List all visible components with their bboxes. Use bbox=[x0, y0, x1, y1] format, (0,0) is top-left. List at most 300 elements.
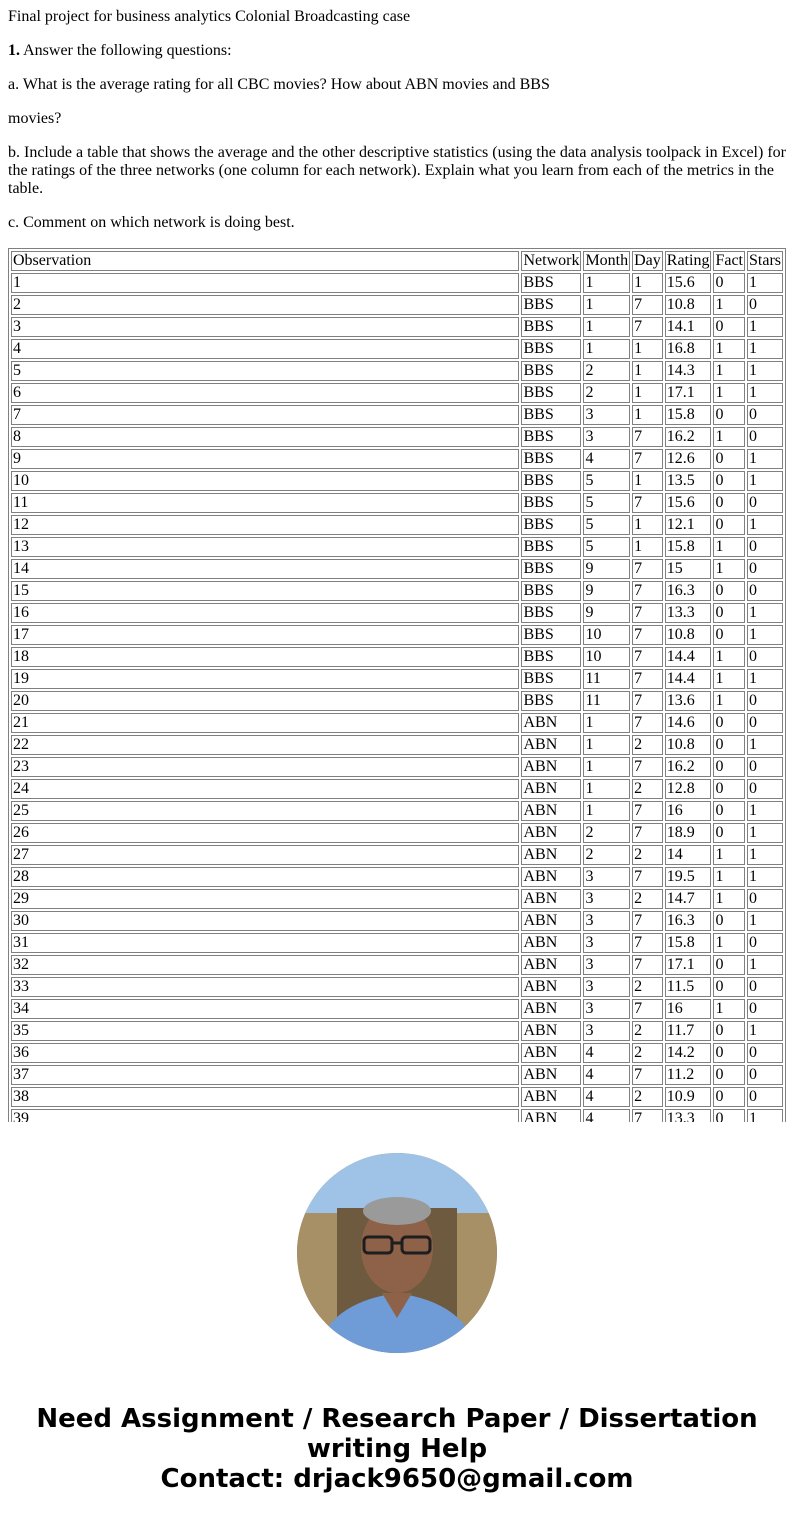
cell-day: 7 bbox=[632, 493, 663, 513]
cell-month: 3 bbox=[583, 405, 630, 425]
header-network: Network bbox=[523, 252, 580, 269]
cell-network: BBS bbox=[521, 559, 581, 579]
cell-network: BBS bbox=[521, 339, 581, 359]
cell-stars: 0 bbox=[747, 559, 783, 579]
cell-month: 10 bbox=[583, 625, 630, 645]
cell-day: 2 bbox=[632, 889, 663, 909]
table-row bbox=[11, 801, 783, 821]
cell-observation: 18 bbox=[11, 647, 519, 667]
cell-fact: 0 bbox=[713, 515, 745, 535]
cell-stars: 0 bbox=[747, 713, 783, 733]
table-row bbox=[11, 933, 783, 953]
cell-month: 3 bbox=[583, 955, 630, 975]
table-row bbox=[11, 867, 783, 887]
cell-rating: 16.2 bbox=[665, 757, 712, 777]
cell-month: 4 bbox=[583, 1065, 630, 1085]
cell-fact: 1 bbox=[713, 669, 745, 689]
cell-network: ABN bbox=[521, 955, 581, 975]
cell-network: BBS bbox=[521, 295, 581, 315]
cell-stars: 0 bbox=[747, 999, 783, 1019]
cell-observation: 27 bbox=[11, 845, 519, 865]
cell-month: 1 bbox=[583, 779, 630, 799]
cell-fact: 0 bbox=[713, 1087, 745, 1107]
cell-month: 2 bbox=[583, 823, 630, 843]
cell-network: BBS bbox=[521, 581, 581, 601]
table-row bbox=[11, 691, 783, 711]
cell-rating: 16.3 bbox=[665, 911, 712, 931]
cell-network: ABN bbox=[521, 823, 581, 843]
cell-fact: 0 bbox=[713, 1065, 745, 1085]
cell-observation: 5 bbox=[11, 361, 519, 381]
table-row bbox=[11, 471, 783, 491]
cell-network: ABN bbox=[521, 713, 581, 733]
cell-stars: 0 bbox=[747, 295, 783, 315]
table-row bbox=[11, 823, 783, 843]
cell-month: 1 bbox=[583, 757, 630, 777]
cell-rating: 10.8 bbox=[665, 625, 712, 645]
cell-stars: 0 bbox=[747, 647, 783, 667]
cell-month: 3 bbox=[583, 977, 630, 997]
cell-observation: 36 bbox=[11, 1043, 519, 1063]
cell-day: 7 bbox=[632, 801, 663, 821]
cell-network: ABN bbox=[521, 933, 581, 953]
cell-fact: 1 bbox=[713, 999, 745, 1019]
cell-rating: 15.6 bbox=[665, 273, 712, 293]
cell-stars: 0 bbox=[747, 779, 783, 799]
cell-observation: 25 bbox=[11, 801, 519, 821]
cell-fact: 0 bbox=[713, 823, 745, 843]
header-observation: Observation bbox=[11, 251, 519, 271]
cell-fact: 0 bbox=[713, 757, 745, 777]
table-row bbox=[11, 1087, 783, 1107]
cell-network: BBS bbox=[521, 449, 581, 469]
cell-day: 2 bbox=[632, 1021, 663, 1041]
table-row bbox=[11, 1043, 783, 1063]
table-row bbox=[11, 449, 783, 469]
cell-rating: 17.1 bbox=[665, 383, 712, 403]
cell-month: 1 bbox=[583, 713, 630, 733]
cell-stars: 0 bbox=[747, 757, 783, 777]
cell-rating: 11.5 bbox=[665, 977, 712, 997]
cell-observation: 39 bbox=[11, 1109, 519, 1122]
cell-day: 7 bbox=[632, 955, 663, 975]
cell-stars: 1 bbox=[747, 1109, 783, 1122]
table-row bbox=[11, 625, 783, 645]
cell-month: 1 bbox=[583, 801, 630, 821]
cell-observation: 3 bbox=[11, 317, 519, 337]
cell-fact: 0 bbox=[713, 1021, 745, 1041]
cell-fact: 0 bbox=[713, 779, 745, 799]
cell-month: 9 bbox=[583, 581, 630, 601]
table-header-row bbox=[11, 251, 783, 271]
cell-stars: 1 bbox=[747, 515, 783, 535]
table-row bbox=[11, 339, 783, 359]
cell-rating: 16.2 bbox=[665, 427, 712, 447]
cell-rating: 13.3 bbox=[665, 603, 712, 623]
cell-rating: 15.8 bbox=[665, 537, 712, 557]
table-row bbox=[11, 581, 783, 601]
cell-day: 7 bbox=[632, 713, 663, 733]
cell-observation: 8 bbox=[11, 427, 519, 447]
cell-stars: 0 bbox=[747, 1087, 783, 1107]
cell-rating: 14.3 bbox=[665, 361, 712, 381]
cell-rating: 14.1 bbox=[665, 317, 712, 337]
header-month: Month bbox=[585, 252, 629, 269]
cell-month: 1 bbox=[583, 735, 630, 755]
table-row bbox=[11, 669, 783, 689]
cell-observation: 34 bbox=[11, 999, 519, 1019]
cell-network: BBS bbox=[521, 691, 581, 711]
cell-network: BBS bbox=[521, 317, 581, 337]
cell-day: 7 bbox=[632, 867, 663, 887]
cell-fact: 0 bbox=[713, 471, 745, 491]
cell-fact: 1 bbox=[713, 691, 745, 711]
promo-contact[interactable]: Contact: drjack9650@gmail.com bbox=[160, 1464, 634, 1494]
cell-stars: 0 bbox=[747, 889, 783, 909]
cell-stars: 1 bbox=[747, 471, 783, 491]
cell-observation: 4 bbox=[11, 339, 519, 359]
cell-network: BBS bbox=[521, 405, 581, 425]
cell-observation: 24 bbox=[11, 779, 519, 799]
table-row bbox=[11, 911, 783, 931]
cell-network: ABN bbox=[521, 735, 581, 755]
cell-month: 10 bbox=[583, 647, 630, 667]
cell-stars: 1 bbox=[747, 669, 783, 689]
data-table bbox=[8, 248, 786, 1122]
cell-stars: 1 bbox=[747, 449, 783, 469]
cell-observation: 12 bbox=[11, 515, 519, 535]
cell-observation: 38 bbox=[11, 1087, 519, 1107]
cell-observation: 9 bbox=[11, 449, 519, 469]
table-row bbox=[11, 405, 783, 425]
cell-stars: 1 bbox=[747, 361, 783, 381]
cell-day: 7 bbox=[632, 1109, 663, 1122]
cell-stars: 0 bbox=[747, 427, 783, 447]
cell-month: 1 bbox=[583, 317, 630, 337]
cell-fact: 0 bbox=[713, 1109, 745, 1122]
cell-rating: 16 bbox=[665, 801, 712, 821]
cell-stars: 1 bbox=[747, 867, 783, 887]
cell-day: 1 bbox=[632, 383, 663, 403]
cell-rating: 19.5 bbox=[665, 867, 712, 887]
cell-network: ABN bbox=[521, 1043, 581, 1063]
cell-observation: 14 bbox=[11, 559, 519, 579]
table-row bbox=[11, 1109, 783, 1122]
cell-observation: 2 bbox=[11, 295, 519, 315]
table-row bbox=[11, 1065, 783, 1085]
cell-network: ABN bbox=[521, 801, 581, 821]
cell-fact: 1 bbox=[713, 537, 745, 557]
cell-fact: 1 bbox=[713, 647, 745, 667]
cell-month: 11 bbox=[583, 669, 630, 689]
cell-fact: 0 bbox=[713, 317, 745, 337]
cell-month: 1 bbox=[583, 273, 630, 293]
cell-observation: 15 bbox=[11, 581, 519, 601]
cell-rating: 10.9 bbox=[665, 1087, 712, 1107]
cell-observation: 23 bbox=[11, 757, 519, 777]
cell-fact: 1 bbox=[713, 889, 745, 909]
cell-month: 9 bbox=[583, 559, 630, 579]
cell-observation: 1 bbox=[11, 273, 519, 293]
cell-stars: 0 bbox=[747, 537, 783, 557]
cell-rating: 15 bbox=[665, 559, 712, 579]
cell-rating: 12.1 bbox=[665, 515, 712, 535]
cell-day: 7 bbox=[632, 669, 663, 689]
cell-day: 2 bbox=[632, 1087, 663, 1107]
cell-month: 3 bbox=[583, 1021, 630, 1041]
cell-day: 1 bbox=[632, 339, 663, 359]
avatar bbox=[297, 1153, 497, 1353]
cell-rating: 11.2 bbox=[665, 1065, 712, 1085]
table-row bbox=[11, 383, 783, 403]
cell-rating: 15.8 bbox=[665, 405, 712, 425]
data-table-viewport[interactable] bbox=[8, 248, 786, 1122]
document-title: Final project for business analytics Colonial Broadcasting case bbox=[8, 8, 411, 25]
cell-fact: 1 bbox=[713, 427, 745, 447]
cell-stars: 1 bbox=[747, 911, 783, 931]
cell-observation: 20 bbox=[11, 691, 519, 711]
cell-day: 1 bbox=[632, 273, 663, 293]
cell-network: BBS bbox=[521, 493, 581, 513]
cell-stars: 0 bbox=[747, 405, 783, 425]
cell-rating: 13.3 bbox=[665, 1109, 712, 1122]
cell-rating: 16 bbox=[665, 999, 712, 1019]
cell-day: 7 bbox=[632, 911, 663, 931]
cell-fact: 0 bbox=[713, 911, 745, 931]
cell-observation: 6 bbox=[11, 383, 519, 403]
table-body bbox=[11, 273, 783, 1122]
cell-stars: 1 bbox=[747, 823, 783, 843]
table-row bbox=[11, 515, 783, 535]
table-row bbox=[11, 295, 783, 315]
cell-stars: 1 bbox=[747, 603, 783, 623]
cell-observation: 33 bbox=[11, 977, 519, 997]
cell-stars: 0 bbox=[747, 581, 783, 601]
cell-fact: 1 bbox=[713, 383, 745, 403]
cell-network: BBS bbox=[521, 471, 581, 491]
cell-stars: 0 bbox=[747, 691, 783, 711]
cell-month: 5 bbox=[583, 471, 630, 491]
cell-stars: 1 bbox=[747, 273, 783, 293]
cell-month: 3 bbox=[583, 867, 630, 887]
cell-month: 3 bbox=[583, 999, 630, 1019]
cell-day: 7 bbox=[632, 581, 663, 601]
cell-month: 4 bbox=[583, 1109, 630, 1122]
cell-day: 7 bbox=[632, 757, 663, 777]
promo-line-2: writing Help bbox=[306, 1434, 488, 1464]
cell-day: 1 bbox=[632, 537, 663, 557]
header-stars: Stars bbox=[749, 252, 781, 269]
cell-observation: 13 bbox=[11, 537, 519, 557]
cell-month: 2 bbox=[583, 383, 630, 403]
cell-fact: 0 bbox=[713, 449, 745, 469]
cell-network: BBS bbox=[521, 669, 581, 689]
cell-stars: 0 bbox=[747, 1065, 783, 1085]
cell-month: 11 bbox=[583, 691, 630, 711]
cell-stars: 0 bbox=[747, 493, 783, 513]
promo-line-1: Need Assignment / Research Paper / Dissertation bbox=[36, 1404, 758, 1434]
cell-network: ABN bbox=[521, 977, 581, 997]
cell-network: ABN bbox=[521, 779, 581, 799]
cell-network: ABN bbox=[521, 845, 581, 865]
table-row bbox=[11, 559, 783, 579]
cell-rating: 11.7 bbox=[665, 1021, 712, 1041]
question-c: c. Comment on which network is doing best. bbox=[8, 214, 295, 231]
cell-observation: 28 bbox=[11, 867, 519, 887]
cell-network: ABN bbox=[521, 1065, 581, 1085]
cell-month: 3 bbox=[583, 911, 630, 931]
cell-network: BBS bbox=[521, 537, 581, 557]
cell-rating: 12.6 bbox=[665, 449, 712, 469]
cell-fact: 0 bbox=[713, 603, 745, 623]
cell-day: 2 bbox=[632, 779, 663, 799]
cell-rating: 14 bbox=[665, 845, 712, 865]
cell-rating: 13.5 bbox=[665, 471, 712, 491]
cell-fact: 0 bbox=[713, 801, 745, 821]
cell-network: BBS bbox=[521, 603, 581, 623]
cell-network: BBS bbox=[521, 383, 581, 403]
cell-fact: 1 bbox=[713, 339, 745, 359]
cell-network: ABN bbox=[521, 1109, 581, 1122]
cell-network: ABN bbox=[521, 757, 581, 777]
table-row bbox=[11, 317, 783, 337]
cell-day: 7 bbox=[632, 1065, 663, 1085]
cell-fact: 1 bbox=[713, 361, 745, 381]
cell-fact: 0 bbox=[713, 1043, 745, 1063]
cell-rating: 15.6 bbox=[665, 493, 712, 513]
cell-network: BBS bbox=[521, 647, 581, 667]
cell-observation: 17 bbox=[11, 625, 519, 645]
cell-day: 1 bbox=[632, 515, 663, 535]
table-row bbox=[11, 493, 783, 513]
table-row bbox=[11, 999, 783, 1019]
cell-rating: 17.1 bbox=[665, 955, 712, 975]
table-row bbox=[11, 735, 783, 755]
cell-day: 2 bbox=[632, 1043, 663, 1063]
table-row bbox=[11, 537, 783, 557]
cell-network: BBS bbox=[521, 427, 581, 447]
table-row bbox=[11, 977, 783, 997]
cell-rating: 14.7 bbox=[665, 889, 712, 909]
cell-fact: 0 bbox=[713, 713, 745, 733]
cell-stars: 0 bbox=[747, 1043, 783, 1063]
cell-month: 9 bbox=[583, 603, 630, 623]
cell-month: 5 bbox=[583, 493, 630, 513]
cell-rating: 14.2 bbox=[665, 1043, 712, 1063]
portrait-image bbox=[297, 1153, 497, 1353]
cell-day: 7 bbox=[632, 317, 663, 337]
cell-fact: 0 bbox=[713, 581, 745, 601]
cell-rating: 10.8 bbox=[665, 735, 712, 755]
table-row bbox=[11, 273, 783, 293]
cell-rating: 18.9 bbox=[665, 823, 712, 843]
cell-stars: 0 bbox=[747, 977, 783, 997]
cell-fact: 0 bbox=[713, 977, 745, 997]
cell-day: 1 bbox=[632, 471, 663, 491]
cell-observation: 37 bbox=[11, 1065, 519, 1085]
cell-observation: 35 bbox=[11, 1021, 519, 1041]
cell-rating: 16.8 bbox=[665, 339, 712, 359]
cell-observation: 7 bbox=[11, 405, 519, 425]
table-row bbox=[11, 845, 783, 865]
cell-stars: 1 bbox=[747, 801, 783, 821]
cell-network: ABN bbox=[521, 889, 581, 909]
cell-day: 7 bbox=[632, 427, 663, 447]
cell-network: ABN bbox=[521, 867, 581, 887]
cell-fact: 0 bbox=[713, 955, 745, 975]
cell-stars: 1 bbox=[747, 955, 783, 975]
cell-network: ABN bbox=[521, 1087, 581, 1107]
cell-network: BBS bbox=[521, 273, 581, 293]
cell-stars: 1 bbox=[747, 845, 783, 865]
cell-fact: 0 bbox=[713, 735, 745, 755]
cell-rating: 15.8 bbox=[665, 933, 712, 953]
cell-day: 7 bbox=[632, 295, 663, 315]
cell-network: ABN bbox=[521, 911, 581, 931]
promo-banner bbox=[0, 1404, 794, 1494]
table-row bbox=[11, 757, 783, 777]
question-1-heading bbox=[8, 42, 786, 60]
cell-day: 7 bbox=[632, 625, 663, 645]
cell-day: 7 bbox=[632, 559, 663, 579]
cell-fact: 1 bbox=[713, 867, 745, 887]
cell-day: 1 bbox=[632, 361, 663, 381]
cell-observation: 10 bbox=[11, 471, 519, 491]
table-row bbox=[11, 647, 783, 667]
cell-rating: 10.8 bbox=[665, 295, 712, 315]
cell-month: 5 bbox=[583, 515, 630, 535]
cell-observation: 26 bbox=[11, 823, 519, 843]
cell-stars: 1 bbox=[747, 339, 783, 359]
cell-stars: 1 bbox=[747, 1021, 783, 1041]
cell-observation: 19 bbox=[11, 669, 519, 689]
cell-month: 3 bbox=[583, 933, 630, 953]
table-row bbox=[11, 713, 783, 733]
table-row bbox=[11, 603, 783, 623]
cell-day: 2 bbox=[632, 845, 663, 865]
table-row bbox=[11, 361, 783, 381]
cell-observation: 32 bbox=[11, 955, 519, 975]
table-row bbox=[11, 1021, 783, 1041]
cell-month: 1 bbox=[583, 339, 630, 359]
header-day: Day bbox=[634, 252, 661, 269]
cell-month: 5 bbox=[583, 537, 630, 557]
cell-day: 7 bbox=[632, 691, 663, 711]
cell-month: 3 bbox=[583, 889, 630, 909]
cell-rating: 12.8 bbox=[665, 779, 712, 799]
cell-stars: 1 bbox=[747, 317, 783, 337]
cell-day: 7 bbox=[632, 933, 663, 953]
question-number: 1. bbox=[8, 42, 20, 59]
cell-stars: 1 bbox=[747, 383, 783, 403]
cell-fact: 0 bbox=[713, 625, 745, 645]
question-a-line1: a. What is the average rating for all CBC movies? How about ABN movies and BBS bbox=[8, 76, 550, 93]
cell-fact: 1 bbox=[713, 845, 745, 865]
cell-month: 2 bbox=[583, 361, 630, 381]
cell-stars: 1 bbox=[747, 625, 783, 645]
cell-month: 2 bbox=[583, 845, 630, 865]
cell-day: 7 bbox=[632, 647, 663, 667]
cell-rating: 14.6 bbox=[665, 713, 712, 733]
question-b: b. Include a table that shows the average and the other descriptive statistics (using the data analysis toolpack in Excel) for the ratings of the three networks (one column for each network). Explain what you learn from each of the metrics in the table. bbox=[8, 144, 786, 197]
cell-stars: 0 bbox=[747, 933, 783, 953]
table-row bbox=[11, 889, 783, 909]
cell-observation: 21 bbox=[11, 713, 519, 733]
cell-observation: 11 bbox=[11, 493, 519, 513]
cell-observation: 29 bbox=[11, 889, 519, 909]
table-row bbox=[11, 955, 783, 975]
cell-day: 7 bbox=[632, 999, 663, 1019]
